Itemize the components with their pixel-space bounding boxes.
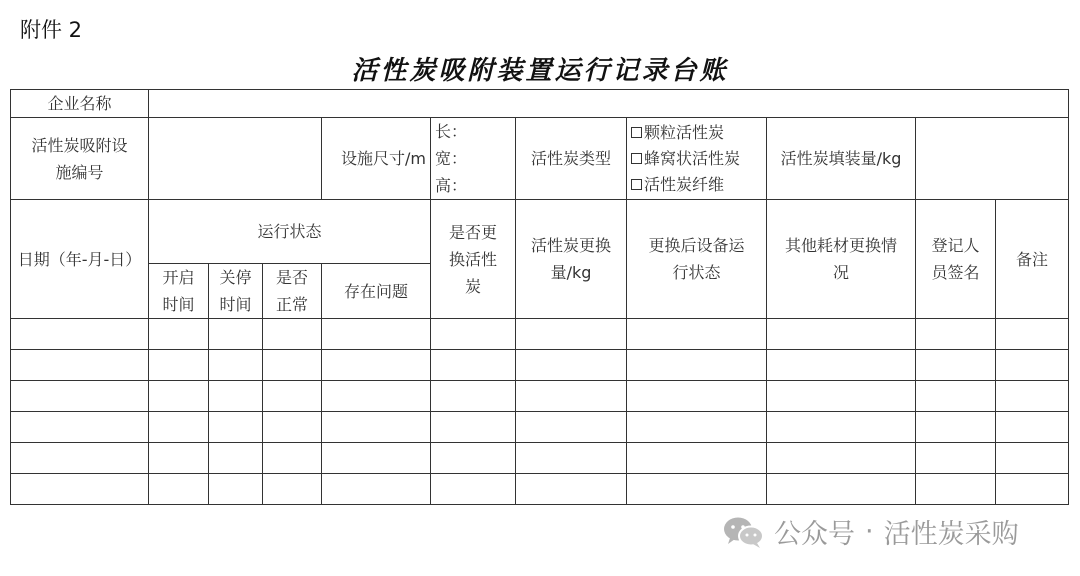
watermark <box>722 512 1019 551</box>
issues-header: 存在问题 <box>322 264 431 319</box>
table-cell[interactable] <box>516 412 627 443</box>
run-status-header: 运行状态 <box>149 200 431 264</box>
table-cell[interactable] <box>627 319 767 350</box>
table-cell[interactable] <box>767 319 916 350</box>
table-cell[interactable] <box>11 443 149 474</box>
table-row <box>11 443 1069 474</box>
watermark-account: 公众号 <box>774 519 855 550</box>
normal-header: 是否 正常 <box>263 264 322 319</box>
watermark-name: 活性炭采购 <box>883 519 1019 550</box>
table-cell[interactable] <box>149 412 209 443</box>
table-cell[interactable] <box>263 474 322 505</box>
carbon-type-label: 活性炭类型 <box>516 118 627 200</box>
table-cell[interactable] <box>209 443 263 474</box>
table-cell[interactable] <box>516 319 627 350</box>
table-cell[interactable] <box>916 319 996 350</box>
table-row <box>11 474 1069 505</box>
table-cell[interactable] <box>996 443 1069 474</box>
table-cell[interactable] <box>996 381 1069 412</box>
company-row <box>11 90 1069 118</box>
size-dimensions[interactable] <box>431 118 516 200</box>
table-cell[interactable] <box>627 412 767 443</box>
table-cell[interactable] <box>322 443 431 474</box>
replace-amount-header: 活性炭更换 量/kg <box>516 200 627 319</box>
wechat-icon <box>722 514 766 550</box>
fill-amount-label: 活性炭填装量/kg <box>767 118 916 200</box>
table-cell[interactable] <box>916 412 996 443</box>
table-cell[interactable] <box>996 350 1069 381</box>
after-status-header: 更换后设备运 行状态 <box>627 200 767 319</box>
table-cell[interactable] <box>767 381 916 412</box>
table-cell[interactable] <box>767 443 916 474</box>
carbon-type-options <box>627 118 767 200</box>
carbon-type-option[interactable]: 蜂窝状活性炭 <box>631 146 762 172</box>
company-name-label: 企业名称 <box>11 90 149 118</box>
table-cell[interactable] <box>11 474 149 505</box>
other-consumables-header: 其他耗材更换情 况 <box>767 200 916 319</box>
table-cell[interactable] <box>263 412 322 443</box>
table-cell[interactable] <box>149 319 209 350</box>
table-cell[interactable] <box>516 443 627 474</box>
table-cell[interactable] <box>263 350 322 381</box>
checkbox-icon[interactable] <box>631 127 642 138</box>
table-cell[interactable] <box>11 412 149 443</box>
table-cell[interactable] <box>627 381 767 412</box>
table-row <box>11 381 1069 412</box>
start-time-header: 开启 时间 <box>149 264 209 319</box>
size-label: 设施尺寸/m <box>322 118 431 200</box>
table-row <box>11 350 1069 381</box>
facility-row <box>11 118 1069 200</box>
table-cell[interactable] <box>322 474 431 505</box>
table-row <box>11 319 1069 350</box>
carbon-type-option[interactable]: 颗粒活性炭 <box>631 120 762 146</box>
table-cell[interactable] <box>322 350 431 381</box>
table-cell[interactable] <box>767 350 916 381</box>
table-cell[interactable] <box>627 350 767 381</box>
table-cell[interactable] <box>431 350 516 381</box>
table-cell[interactable] <box>209 381 263 412</box>
table-cell[interactable] <box>11 319 149 350</box>
table-cell[interactable] <box>516 474 627 505</box>
fill-amount-field[interactable] <box>916 118 1069 200</box>
table-cell[interactable] <box>627 443 767 474</box>
table-cell[interactable] <box>322 412 431 443</box>
table-cell[interactable] <box>209 319 263 350</box>
facility-id-field[interactable] <box>149 118 322 200</box>
table-cell[interactable] <box>11 350 149 381</box>
length-label: 长： <box>435 122 468 141</box>
table-cell[interactable] <box>916 474 996 505</box>
checkbox-icon[interactable] <box>631 153 642 164</box>
table-cell[interactable] <box>916 443 996 474</box>
signer-header: 登记人 员签名 <box>916 200 996 319</box>
table-cell[interactable] <box>431 319 516 350</box>
width-label: 宽： <box>435 149 468 168</box>
table-cell[interactable] <box>516 381 627 412</box>
table-cell[interactable] <box>322 319 431 350</box>
header-row-1 <box>11 200 1069 264</box>
document-title: 活性炭吸附装置运行记录台账 <box>351 56 729 86</box>
table-cell[interactable] <box>431 443 516 474</box>
ledger-table <box>10 89 1069 505</box>
table-cell[interactable] <box>149 381 209 412</box>
table-cell[interactable] <box>149 474 209 505</box>
table-cell[interactable] <box>767 412 916 443</box>
table-cell[interactable] <box>996 319 1069 350</box>
checkbox-icon[interactable] <box>631 179 642 190</box>
table-cell[interactable] <box>767 474 916 505</box>
table-cell[interactable] <box>263 381 322 412</box>
table-cell[interactable] <box>516 350 627 381</box>
carbon-type-option[interactable]: 活性炭纤维 <box>631 172 762 198</box>
table-cell[interactable] <box>431 474 516 505</box>
table-row <box>11 412 1069 443</box>
table-cell[interactable] <box>996 474 1069 505</box>
table-cell[interactable] <box>916 381 996 412</box>
table-cell[interactable] <box>209 350 263 381</box>
table-cell[interactable] <box>209 474 263 505</box>
table-cell[interactable] <box>263 443 322 474</box>
table-cell[interactable] <box>263 319 322 350</box>
facility-id-label: 活性炭吸附设 施编号 <box>11 118 149 200</box>
table-cell[interactable] <box>322 381 431 412</box>
table-cell[interactable] <box>627 474 767 505</box>
table-cell[interactable] <box>431 381 516 412</box>
date-header: 日期（年-月-日） <box>11 200 149 319</box>
replaced-header: 是否更 换活性 炭 <box>431 200 516 319</box>
table-cell[interactable] <box>209 412 263 443</box>
attachment-label: 附件 2 <box>20 18 83 42</box>
remarks-header: 备注 <box>996 200 1069 319</box>
table-cell[interactable] <box>149 443 209 474</box>
table-cell[interactable] <box>11 381 149 412</box>
company-name-field[interactable] <box>149 90 1069 118</box>
table-cell[interactable] <box>149 350 209 381</box>
watermark-separator: · <box>865 516 874 547</box>
table-cell[interactable] <box>996 412 1069 443</box>
height-label: 高： <box>435 176 468 195</box>
table-cell[interactable] <box>431 412 516 443</box>
table-cell[interactable] <box>916 350 996 381</box>
stop-time-header: 关停 时间 <box>209 264 263 319</box>
